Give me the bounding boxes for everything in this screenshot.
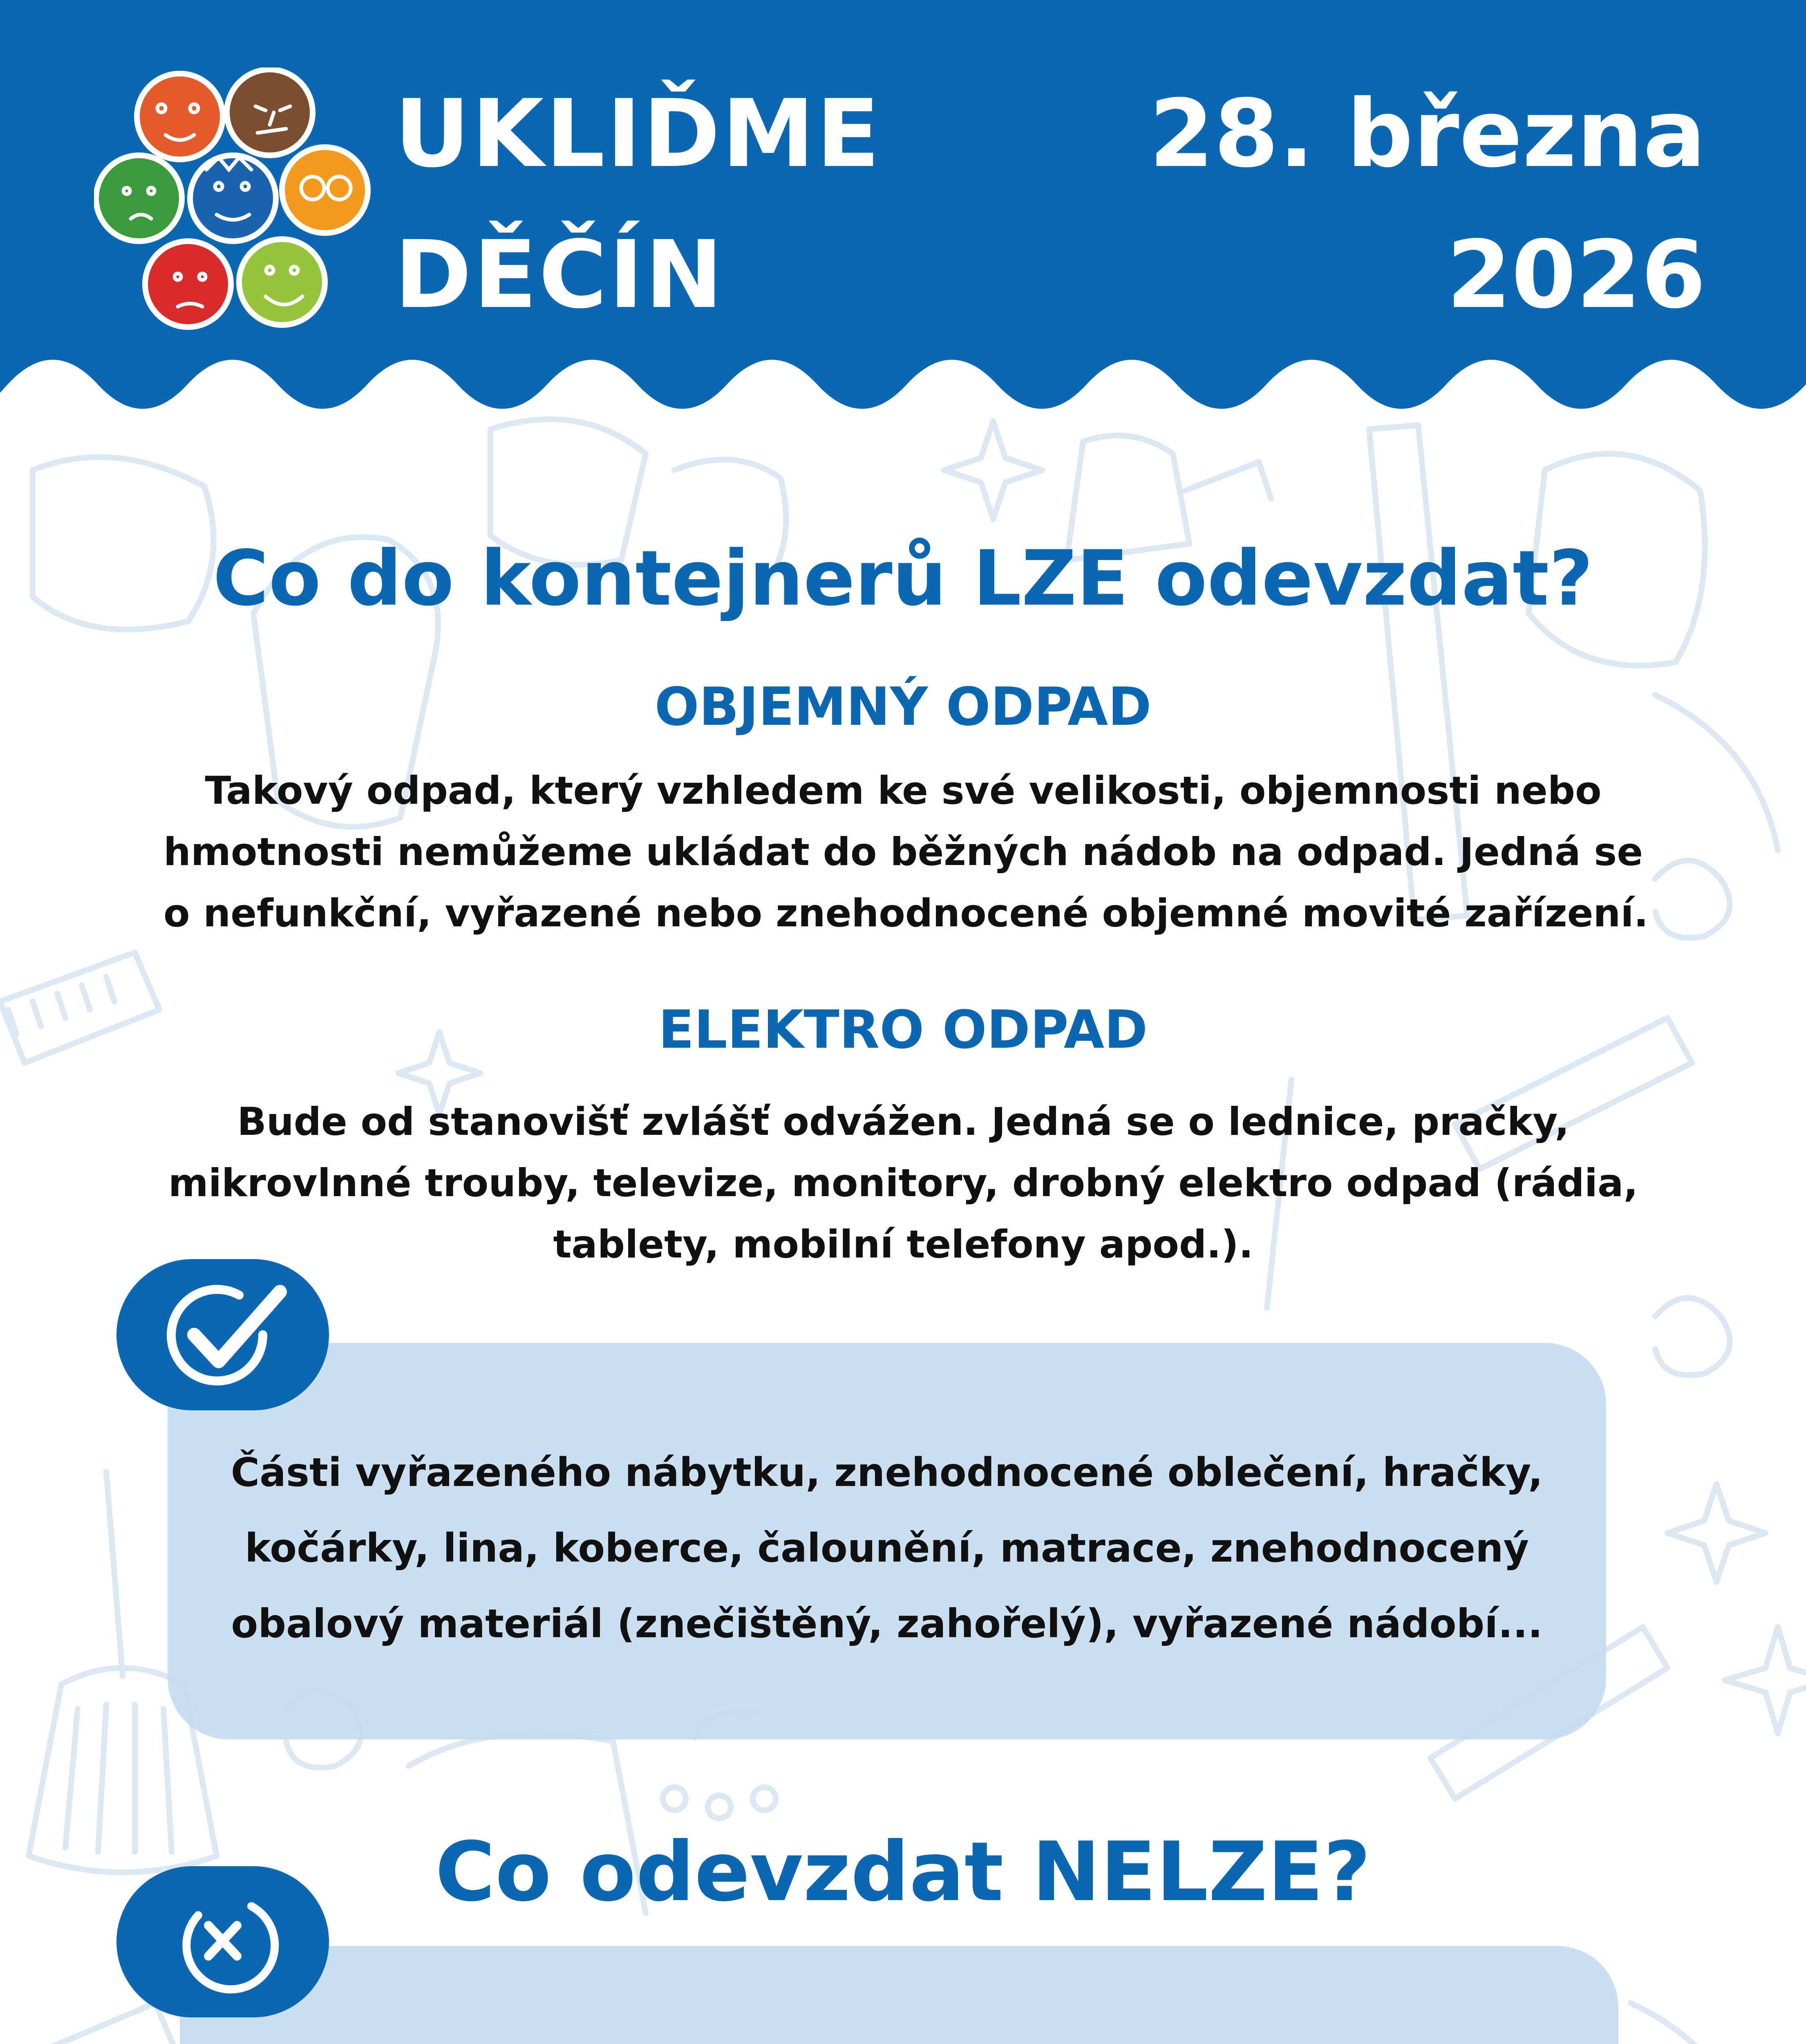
- forbidden-items-text: [180, 2037, 1618, 2044]
- event-title-line2: DĚČÍN: [394, 220, 725, 329]
- checkmark-icon: [116, 1259, 329, 1410]
- electro-waste-description: [163, 1091, 1643, 1275]
- forbidden-heading: Co odevzdat NELZE?: [435, 1824, 1371, 1920]
- forbidden-items-card: [180, 1946, 1618, 2044]
- electro-line-1: Bude od stanovišť zvlášť odvážen. Jedná se o lednice, pračky,: [237, 1100, 1569, 1144]
- event-title: [394, 63, 1048, 345]
- allowed-badge: [116, 1259, 329, 1410]
- event-date-line2: 2026: [1446, 220, 1706, 329]
- allowed-heading: Co do kontejnerů LZE odevzdat?: [213, 534, 1593, 623]
- forbidden-badge: [116, 1866, 329, 2017]
- seven-colored-faces-logo: [94, 67, 372, 333]
- allowed-line-1: Části vyřazeného nábytku, znehodnocené oblečení, hračky,: [231, 1450, 1543, 1495]
- bulky-line-2: hmotnosti nemůžeme ukládat do běžných nádob na odpad. Jedná se: [163, 830, 1643, 874]
- allowed-items-card: [168, 1343, 1606, 1739]
- event-title-line1: UKLIĎME: [394, 79, 882, 188]
- electro-line-3: tablety, mobilní telefony apod.).: [553, 1222, 1253, 1267]
- electro-waste-title: ELEKTRO ODPAD: [658, 1000, 1148, 1060]
- event-date: [1052, 63, 1706, 345]
- bulky-waste-description: [163, 760, 1649, 944]
- electro-line-2: mikrovlnné trouby, televize, monitory, drobný elektro odpad (rádia,: [168, 1161, 1638, 1206]
- forbidden-line-1: [180, 2037, 1618, 2044]
- event-date-line1: 28. března: [1149, 79, 1706, 188]
- bulky-line-1: Takový odpad, který vzhledem ke své velikosti, objemnosti nebo: [205, 769, 1602, 813]
- allowed-items-text: [168, 1435, 1606, 1662]
- bulky-waste-title: OBJEMNÝ ODPAD: [654, 677, 1152, 737]
- bulky-line-3: o nefunkční, vyřazené nebo znehodnocené objemné movité zařízení.: [163, 891, 1649, 936]
- cross-icon: [116, 1866, 329, 2017]
- allowed-line-2: kočárky, lina, koberce, čalounění, matrace, znehodnocený: [244, 1525, 1529, 1571]
- allowed-line-3: obalový materiál (znečištěný, zahořelý), vyřazené nádobí...: [231, 1601, 1543, 1647]
